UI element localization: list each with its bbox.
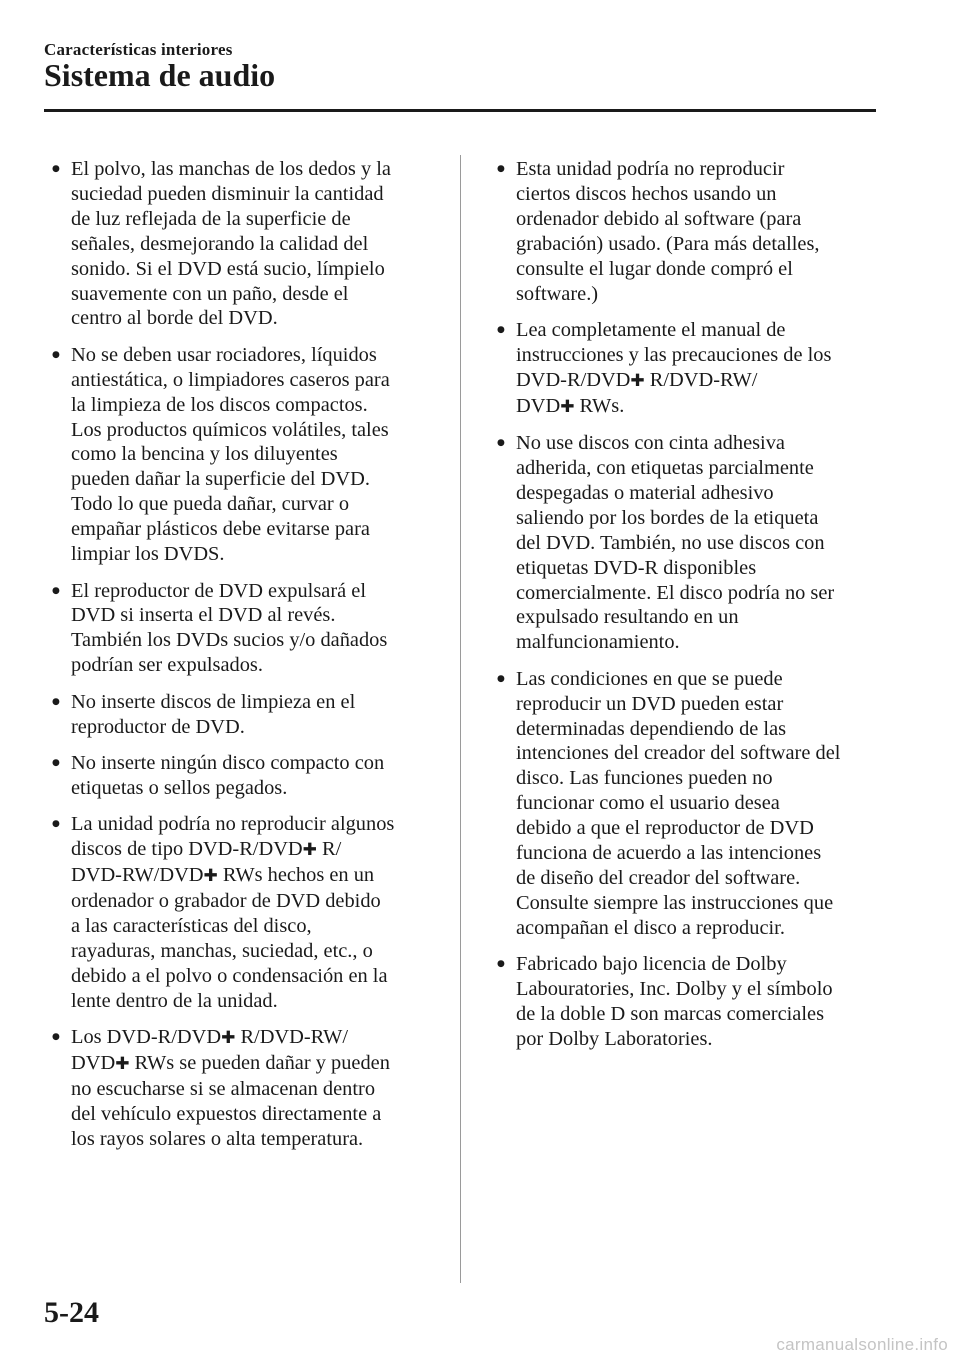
bullet-line: suavemente con un paño, desde el <box>71 282 349 305</box>
bullet-item <box>52 579 440 679</box>
bullet-line: grabación) usado. (Para más detalles, <box>516 232 820 255</box>
bullet-item <box>52 751 440 801</box>
bullet-line: funcionar como el usuario desea <box>516 792 780 815</box>
bullet-line: acompañan el disco a reproducir. <box>516 916 785 939</box>
watermark-text: carmanualsonline.info <box>776 1335 948 1354</box>
bullet-line: la limpieza de los discos compactos. <box>71 393 368 416</box>
bullet-line: no escucharse si se almacenan dentro <box>71 1077 376 1100</box>
bullet-line: consulte el lugar donde compró el <box>516 257 793 280</box>
bullet-line: Todo lo que pueda dañar, curvar o <box>71 493 350 516</box>
bullet-line: debido a que el reproductor de DVD <box>516 817 814 840</box>
bullet-item <box>497 667 882 941</box>
bullet-line: malfuncionamiento. <box>516 631 680 654</box>
bullet-line: expulsado resultando en un <box>516 606 739 629</box>
bullet-line: ● No inserte discos de limpieza en el <box>71 690 356 713</box>
bullet-line: rayaduras, manchas, suciedad, etc., o <box>71 939 373 962</box>
bullet-line: ● Lea completamente el manual de <box>516 318 786 341</box>
bullet-line: lente dentro de la unidad. <box>71 989 278 1012</box>
bullet-line: de luz reflejada de la superficie de <box>71 207 351 230</box>
bullet-line: sonido. Si el DVD está sucio, límpielo <box>71 257 385 280</box>
bullet-line: ● El polvo, las manchas de los dedos y la <box>71 158 391 180</box>
column-divider <box>460 155 461 1283</box>
bullet-line: También los DVDs sucios y/o dañados <box>71 629 388 652</box>
bullet-line: antiestática, o limpiadores caseros para <box>71 368 390 391</box>
bullet-line: determinadas dependiendo de las <box>516 717 787 740</box>
bullet-item <box>52 1025 440 1152</box>
bullet-line: señales, desmejorando la calidad del <box>71 232 369 255</box>
bullet-line: debido a el polvo o condensación en la <box>71 964 388 987</box>
bullet-line: instrucciones y las precauciones de los <box>516 343 832 366</box>
plus-symbol: ✚ <box>302 840 317 861</box>
bullet-line: DVD✚ RWs. <box>516 394 625 417</box>
bullet-line: a las características del disco, <box>71 914 312 937</box>
bullet-line: DVD si inserta el DVD al revés. <box>71 604 336 627</box>
bullet-line: Labouratories, Inc. Dolby y el símbolo <box>516 978 833 1001</box>
plus-symbol: ✚ <box>221 1028 236 1048</box>
bullet-line: reproductor de DVD. <box>71 715 245 738</box>
bullet-line: ● No se deben usar rociadores, líquidos <box>71 343 377 366</box>
bullet-line: comercialmente. El disco podría no ser <box>516 581 835 604</box>
left-column-bullet-list <box>52 157 440 1163</box>
bullet-line: los rayos solares o alta temperatura. <box>71 1127 364 1150</box>
bullet-line: pueden dañar la superficie del DVD. <box>71 468 370 491</box>
bullet-line: ordenador debido al software (para <box>516 207 802 230</box>
bullet-line: DVD-RW/DVD✚ RWs hechos en un <box>71 864 375 887</box>
bullet-line: Los productos químicos volátiles, tales <box>71 418 389 441</box>
bullet-line: DVD-R/DVD✚ R/DVD-RW/ <box>516 368 758 391</box>
page-number: 5-24 <box>44 1296 99 1329</box>
plus-symbol: ✚ <box>560 396 575 417</box>
bullet-line: DVD✚ RWs se pueden dañar y pueden <box>71 1051 390 1074</box>
bullet-line: funciona de acuerdo a las intenciones <box>516 842 822 865</box>
bullet-line: ● Fabricado bajo licencia de Dolby <box>516 953 787 976</box>
bullet-line: por Dolby Laboratories. <box>516 1027 713 1050</box>
bullet-item <box>497 431 882 655</box>
bullet-item <box>52 690 440 740</box>
bullet-line: etiquetas o sellos pegados. <box>71 776 288 799</box>
bullet-line: ordenador o grabador de DVD debido <box>71 889 381 912</box>
bullet-line: suciedad pueden disminuir la cantidad <box>71 182 384 205</box>
bullet-line: ciertos discos hechos usando un <box>516 182 777 205</box>
bullet-line: ● No inserte ningún disco compacto con <box>71 751 385 774</box>
bullet-line: Consulte siempre las instrucciones que <box>516 891 834 914</box>
bullet-line: centro al borde del DVD. <box>71 307 278 330</box>
bullet-line: saliendo por los bordes de la etiqueta <box>516 506 819 529</box>
bullet-line: empañar plásticos debe evitarse para <box>71 518 370 541</box>
bullet-item <box>497 157 882 306</box>
bullet-line: intenciones del creador del software del <box>516 742 841 765</box>
bullet-item <box>52 812 440 1013</box>
plus-symbol: ✚ <box>203 866 218 887</box>
bullet-item <box>497 318 882 420</box>
bullet-line: adherida, con etiquetas parcialmente <box>516 456 814 479</box>
page-title: Sistema de audio <box>44 57 276 93</box>
bullet-line: reproducir un DVD pueden estar <box>516 692 784 715</box>
bullet-line: ● Los DVD-R/DVD✚ R/DVD-RW/ <box>71 1026 349 1048</box>
bullet-line: ● No use discos con cinta adhesiva <box>516 432 785 455</box>
bullet-line: limpiar los DVDS. <box>71 543 225 566</box>
plus-symbol: ✚ <box>115 1053 130 1074</box>
bullet-line: discos de tipo DVD-R/DVD✚ R/ <box>71 838 342 861</box>
bullet-line: de diseño del creador del software. <box>516 866 801 889</box>
bullet-line: despegadas o material adhesivo <box>516 481 774 504</box>
bullet-line: podrían ser expulsados. <box>71 654 263 677</box>
right-column-bullet-list <box>497 157 882 1063</box>
bullet-line: como la bencina y los diluyentes <box>71 443 338 466</box>
plus-symbol: ✚ <box>630 370 645 391</box>
section-label: Características interiores <box>44 40 233 59</box>
bullet-item <box>52 343 440 567</box>
bullet-line: ● Esta unidad podría no reproducir <box>516 158 785 180</box>
bullet-line: etiquetas DVD-R disponibles <box>516 556 757 579</box>
bullet-line: software.) <box>516 282 599 305</box>
bullet-item <box>52 157 440 331</box>
bullet-line: del DVD. También, no use discos con <box>516 531 825 554</box>
bullet-line: ● La unidad podría no reproducir algunos <box>71 813 395 836</box>
bullet-item <box>497 952 882 1052</box>
title-rule <box>44 109 876 112</box>
bullet-line: de la doble D son marcas comerciales <box>516 1003 825 1025</box>
bullet-line: del vehículo expuestos directamente a <box>71 1102 382 1125</box>
bullet-line: ● Las condiciones en que se puede <box>516 667 783 690</box>
bullet-line: ● El reproductor de DVD expulsará el <box>71 579 366 602</box>
bullet-line: disco. Las funciones pueden no <box>516 767 773 790</box>
